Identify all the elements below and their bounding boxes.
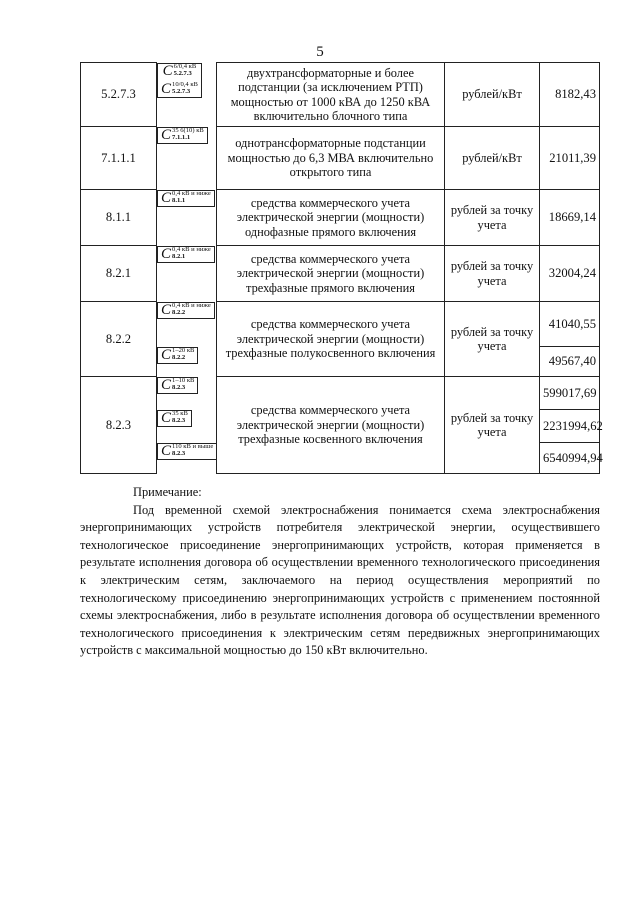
table-row (81, 302, 600, 347)
row-value: 21011,39 (540, 127, 600, 190)
symbol-cell (157, 410, 192, 427)
table-row (81, 127, 600, 190)
table-row (81, 63, 600, 127)
row-value: 2231994,62 (540, 410, 600, 443)
row-description: средства коммерческого учета электрической энергии (мощности) однофазные прямого включения (217, 190, 445, 246)
row-value: 41040,55 (540, 302, 600, 347)
row-value: 6540994,94 (540, 443, 600, 474)
symbol-cell (157, 347, 198, 364)
note-heading: Примечание: (133, 485, 202, 499)
row-code: 8.2.2 (81, 302, 157, 377)
row-code: 8.1.1 (81, 190, 157, 246)
tariff-symbol: C 0,4 кВ и ниже 8.1.1 (161, 189, 211, 206)
row-unit: рублей за точку учета (445, 190, 540, 246)
row-value: 18669,14 (540, 190, 600, 246)
row-unit: рублей за точку учета (445, 246, 540, 302)
table-row (81, 246, 600, 302)
table-row (81, 190, 600, 246)
symbol-cell (157, 377, 198, 394)
row-description: средства коммерческого учета электрической энергии (мощности) трехфазные косвенного включения (217, 377, 445, 474)
row-description: средства коммерческого учета электрической энергии (мощности) трехфазные прямого включения (217, 246, 445, 302)
tariff-symbol: C 1–20 кВ 8.2.2 (161, 346, 195, 363)
tariff-symbol: C 6/0,4 кВ 5.2.7.3 (162, 62, 197, 79)
row-value: 8182,43 (540, 63, 600, 127)
symbol-cell (157, 127, 208, 144)
row-description: средства коммерческого учета электрической энергии (мощности) трехфазные полукосвенного включения (217, 302, 445, 377)
symbol-cell (157, 246, 215, 263)
row-unit: рублей за точку учета (445, 302, 540, 377)
row-value: 49567,40 (540, 347, 600, 377)
row-description: однотрансформаторные подстанции мощностью до 6,3 МВА включительно открытого типа (217, 127, 445, 190)
symbol-cell (157, 443, 217, 460)
symbol-cell (157, 63, 202, 98)
row-unit: рублей/кВт (445, 63, 540, 127)
row-unit: рублей за точку учета (445, 377, 540, 474)
table-row (81, 377, 600, 410)
symbol-cell (157, 190, 215, 207)
tariff-symbol: C 0,4 кВ и ниже 8.2.1 (161, 245, 211, 262)
note-block (80, 484, 600, 660)
row-code: 8.2.3 (81, 377, 157, 474)
tariff-symbol: C 0,4 кВ и ниже 8.2.2 (161, 301, 211, 318)
row-code: 8.2.1 (81, 246, 157, 302)
tariff-table (80, 62, 603, 474)
row-description: двухтрансформаторные и более подстанции (за исключением РТП) мощностью от 1000 кВА до 1250 кВА включительно блочного типа (217, 63, 445, 127)
row-code: 7.1.1.1 (81, 127, 157, 190)
row-code: 5.2.7.3 (81, 63, 157, 127)
tariff-symbol: C 35 6(10) кВ 7.1.1.1 (161, 126, 204, 143)
page-number: 5 (316, 44, 324, 60)
tariff-symbol: C 1–10 кВ 8.2.3 (161, 376, 195, 393)
row-unit: рублей/кВт (445, 127, 540, 190)
tariff-symbol: C 110 кВ и выше 8.2.3 (161, 442, 214, 459)
note-text: Под временной схемой электроснабжения понимается схема электроснабжения энергопринимающих устройств потребителя электрической энергии, осуществившего технологическое присоединение энергопринимающих устройств, которая применяется в результате исполнения договора об осуществлении временного технологического присоединения к электрическим сетям, заключаемого на период осуществления мероприятий по технологическому присоединению энергопринимающих устройств с применением постоянной схемы электроснабжения, либо в результате исполнения договора об осуществлении временного технологического присоединения к электрическим сетям передвижных энергопринимающих устройств с максимальной мощностью до 150 кВт включительно. (80, 502, 600, 658)
tariff-symbol: C 10/0,4 кВ 5.2.7.3 (161, 80, 198, 97)
symbol-cell (157, 302, 215, 319)
row-value: 32004,24 (540, 246, 600, 302)
tariff-symbol: C 35 кВ 8.2.3 (161, 409, 188, 426)
row-value: 599017,69 (540, 377, 600, 410)
